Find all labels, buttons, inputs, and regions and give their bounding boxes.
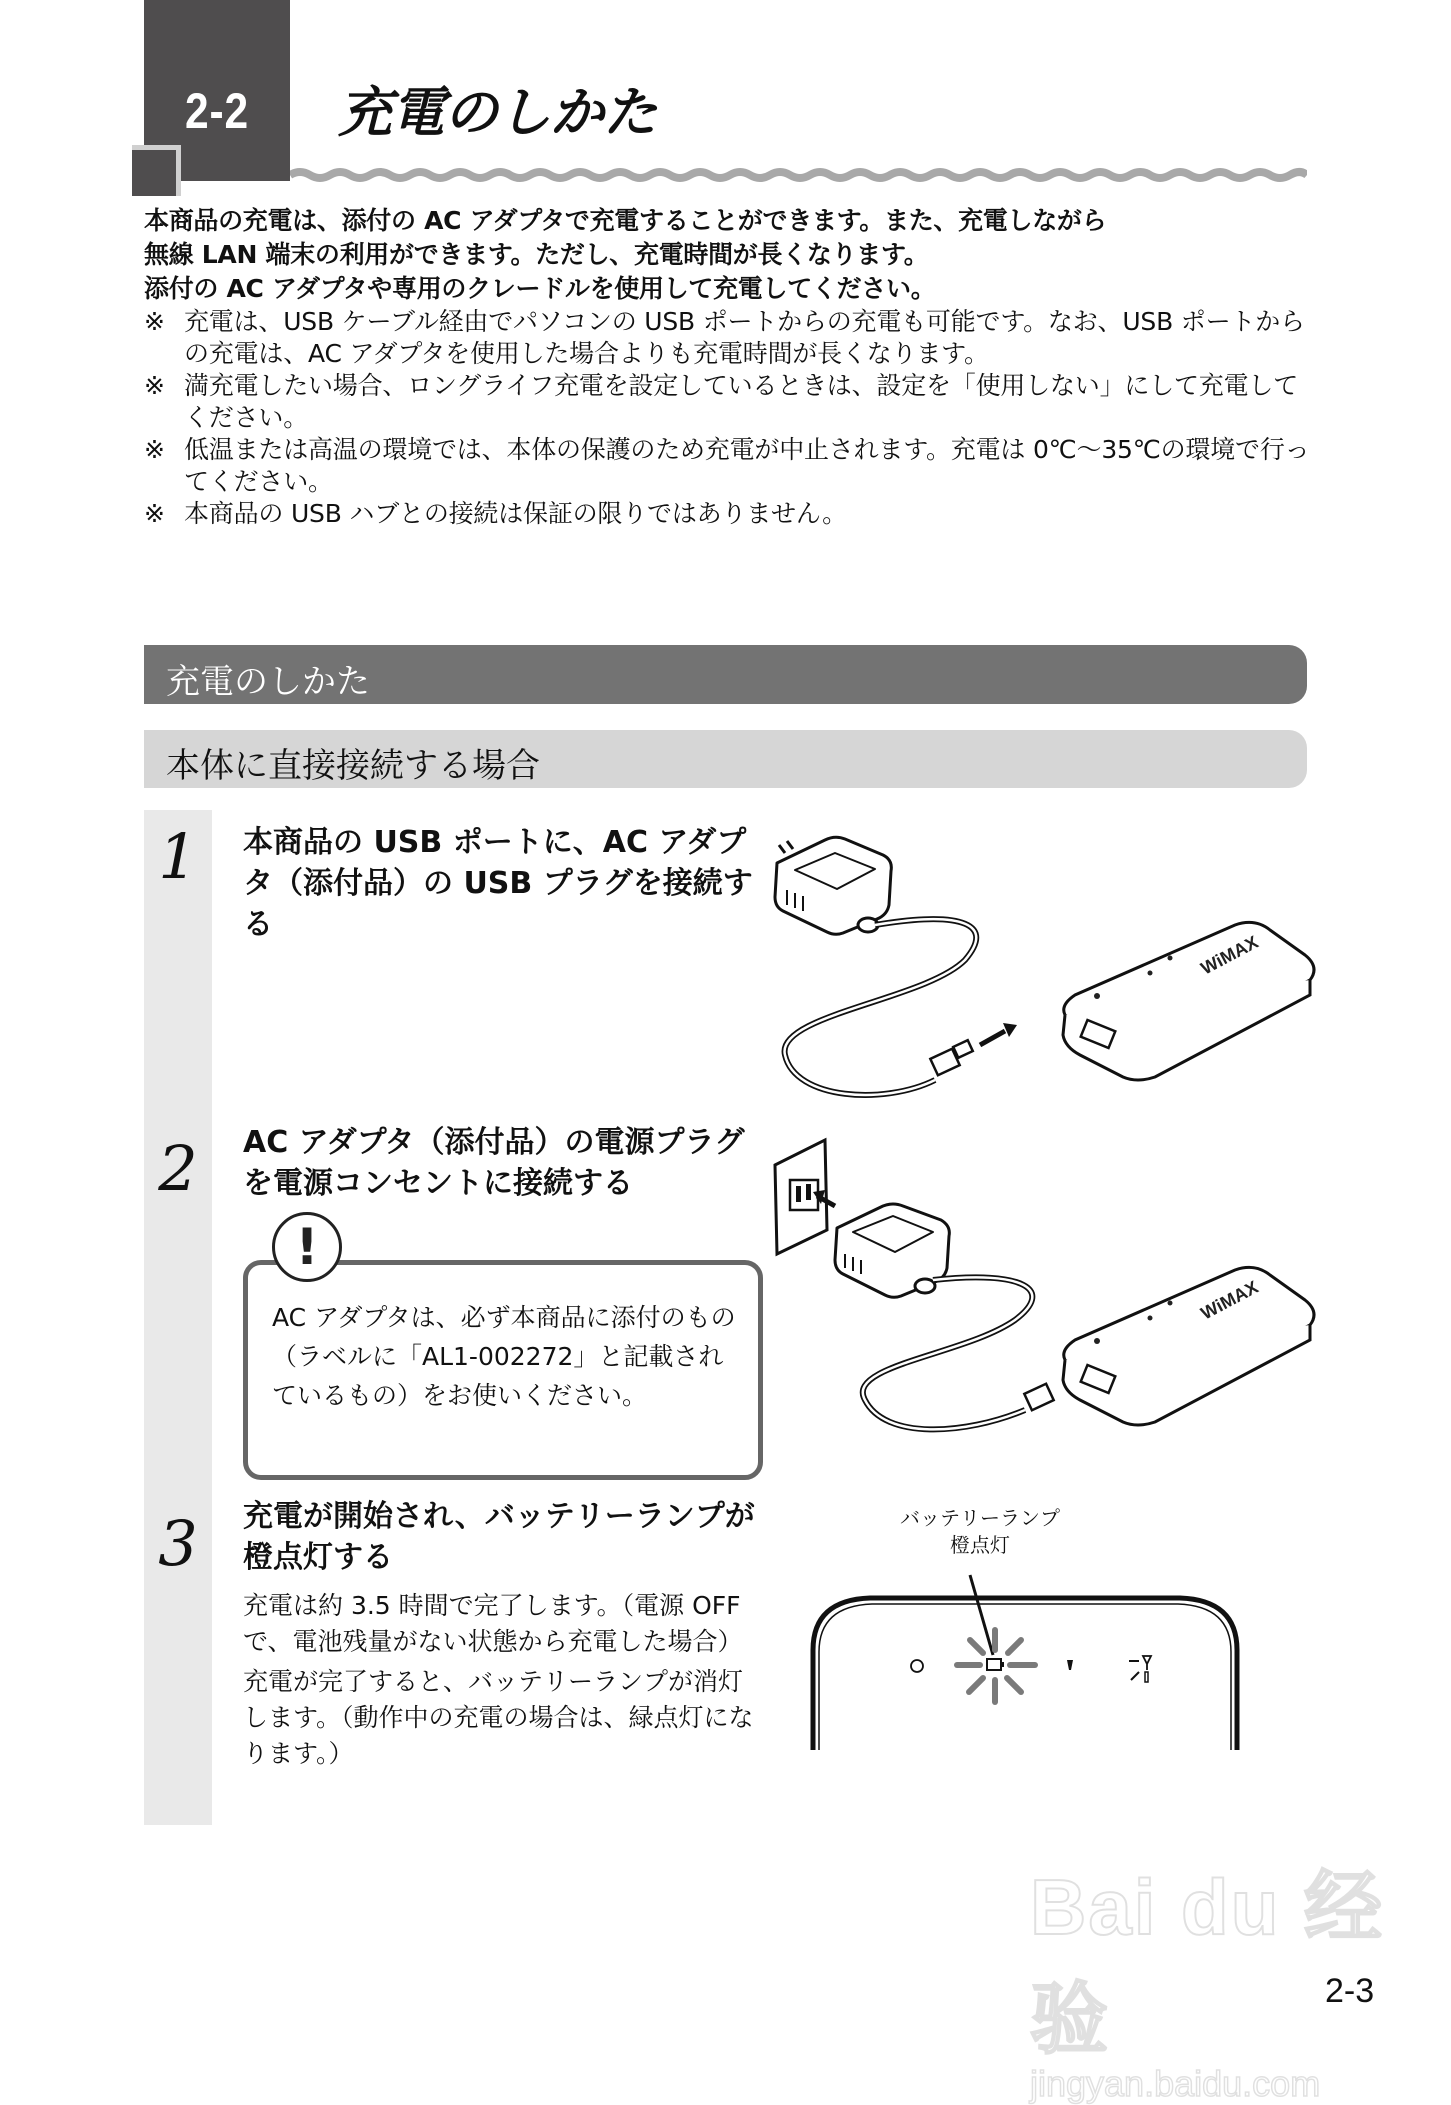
intro-line: 無線 LAN 端末の利用ができます。ただし、充電時間が長くなります。 (144, 240, 929, 269)
note-text: 満充電したい場合、ロングライフ充電を設定しているときは、設定を「使用しない」にして充電してください。 (184, 371, 1299, 432)
section-heading: 充電のしかた (166, 662, 370, 702)
step-heading: AC アダプタ（添付品）の電源プラグを電源コンセントに接続する (243, 1125, 745, 1201)
note-mark: ※ (144, 435, 165, 464)
section-number: 2-2 (185, 83, 249, 139)
note-text: 本商品の USB ハブとの接続は保証の限りではありません。 (184, 499, 847, 528)
note-item (144, 306, 1314, 370)
step-number: 2 (158, 1132, 198, 1205)
subsection-heading: 本体に直接接続する場合 (166, 746, 540, 786)
step-heading: 本商品の USB ポートに、AC アダプタ（添付品）の USB プラグを接続する (243, 825, 753, 942)
watermark (1030, 1845, 1451, 2105)
step-number-rail (144, 810, 212, 1825)
callout-label: 橙点灯 (950, 1533, 1010, 1557)
intro-block (144, 204, 1314, 530)
corner-decoration (132, 145, 181, 196)
battery-lamp-illustration (805, 1560, 1275, 1750)
step-body (243, 1588, 763, 1772)
section-heading-bar (144, 645, 1307, 704)
outlet-connection-illustration (765, 1120, 1320, 1450)
note-mark: ※ (144, 307, 165, 336)
note-item (144, 434, 1314, 498)
note-item (144, 370, 1314, 434)
note-text: 充電は、USB ケーブル経由でパソコンの USB ポートからの充電も可能です。なお、USB ポートからの充電は、AC アダプタを使用した場合よりも充電時間が長くなります。 (184, 307, 1305, 368)
intro-line: 本商品の充電は、添付の AC アダプタで充電することができます。また、充電しながら (144, 206, 1107, 235)
warning-text: AC アダプタは、必ず本商品に添付のもの（ラベルに「AL1-002272」と記載されているもの）をお使いください。 (272, 1303, 736, 1410)
intro-line: 添付の AC アダプタや専用のクレードルを使用して充電してください。 (144, 274, 936, 303)
step-number: 1 (158, 820, 198, 893)
watermark-url: jingyan.baidu.com (1030, 2063, 1321, 2104)
page-number: 2-3 (1325, 1972, 1375, 2010)
note-item (144, 498, 1314, 530)
subsection-heading-bar (144, 730, 1307, 788)
watermark-logo: Bai du 经验 (1030, 1863, 1385, 2063)
note-mark: ※ (144, 499, 165, 528)
step-body-paragraph: 充電が完了すると、バッテリーランプが消灯します。（動作中の充電の場合は、緑点灯になります。） (243, 1667, 754, 1768)
svg-text:WiMAX: WiMAX (1197, 1276, 1262, 1324)
step-body-paragraph: 充電は約 3.5 時間で完了します。（電源 OFF で、電池残量がない状態から充電した場合） (243, 1591, 743, 1656)
usb-connection-illustration (765, 815, 1320, 1115)
note-text: 低温または高温の環境では、本体の保護のため充電が中止されます。充電は 0℃～35℃の環境で行ってください。 (184, 435, 1310, 496)
exclamation-icon: ! (272, 1212, 342, 1282)
page-title: 充電のしかた (338, 81, 656, 144)
step-number: 3 (158, 1507, 198, 1580)
step-heading: 充電が開始され、バッテリーランプが橙点灯する (243, 1499, 755, 1575)
note-mark: ※ (144, 371, 165, 400)
callout-label: バッテリーランプ (900, 1506, 1060, 1530)
svg-text:WiMAX: WiMAX (1197, 931, 1262, 979)
wavy-divider (290, 164, 1307, 186)
battery-lamp-callout (860, 1505, 1100, 1559)
